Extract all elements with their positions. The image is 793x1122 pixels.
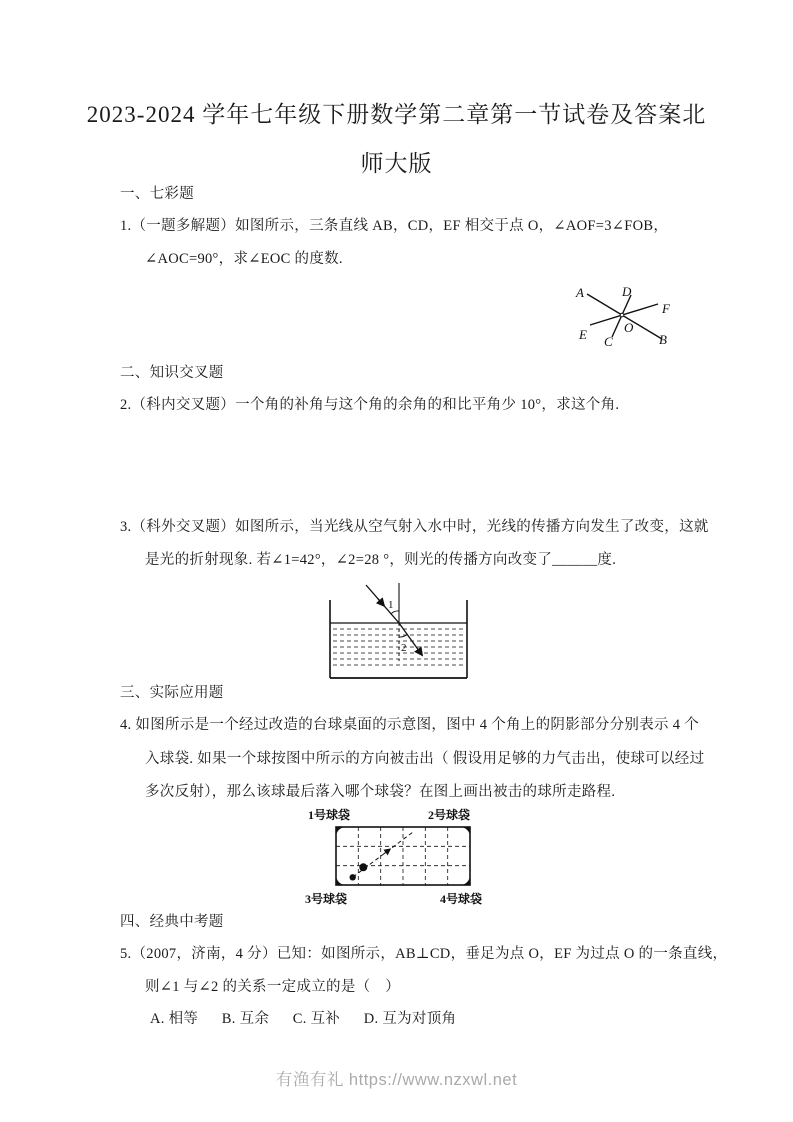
label-point-d: D [622,284,632,299]
pocket-2-label: 2号球袋 [428,808,471,822]
figure-intersecting-lines [565,282,700,360]
label-point-f: F [662,301,670,316]
question3-line1: 3.（科外交叉题）如图所示，当光线从空气射入水中时，光线的传播方向发生了改变，这就 [120,519,709,535]
figure-billiard-table [300,806,495,908]
question5-line1: 5.（2007，济南，4 分）已知：如图所示，AB⊥CD，垂足为点 O，EF 为过点 O 的一条直线， [120,946,728,962]
section2-heading: 二、知识交叉题 [120,365,224,381]
question5-options: A. 相等 B. 互余 C. 互补 D. 互为对顶角 [150,1011,457,1027]
question3-line2: 是光的折射现象. 若∠1=42°，∠2=28 °，则光的传播方向改变了______度. [145,552,617,568]
section3-heading: 三、实际应用题 [120,685,224,701]
label-point-a: A [576,285,584,300]
question4-line1: 4. 如图所示是一个经过改造的台球桌面的示意图，图中 4 个角上的阴影部分分别表示 4 个 [120,717,699,733]
angle2-label: 2 [401,642,407,654]
cue-ball [350,874,356,880]
label-point-e: E [579,327,587,342]
pocket-1-label: 1号球袋 [308,808,351,822]
label-point-c: C [604,334,613,349]
incident-ray-arrow [378,599,384,606]
title-line-2: 师大版 [360,151,433,176]
question1-line1: 1.（一题多解题）如图所示，三条直线 AB，CD，EF 相交于点 O，∠AOF=3∠FOB， [120,218,669,234]
label-point-b: B [659,332,667,347]
trajectory-arrow [384,849,390,854]
angle1-arc [391,611,399,614]
ball-on-path [359,863,367,871]
angle1-label: 1 [388,599,394,611]
question5-line2: 则∠1 与∠2 的关系一定成立的是（ ） [145,979,401,995]
pocket-4-label: 4号球袋 [440,892,483,906]
figure-refraction-tank [322,581,472,681]
label-point-o: O [624,320,634,335]
question2-line1: 2.（科内交叉题）一个角的补角与这个角的余角的和比平角少 10°，求这个角. [120,397,620,413]
question4-line2: 入球袋. 如果一个球按图中所示的方向被击出（ 假设用足够的力气击出，使球可以经过 [145,751,705,767]
table-grid [336,827,470,885]
question4-line3: 多次反射），那么该球最后落入哪个球袋？在图上画出被击的球所走路程. [145,784,616,800]
question1-line2: ∠AOC=90°，求∠EOC 的度数. [145,251,343,267]
page-title [0,90,793,188]
section4-heading: 四、经典中考题 [120,914,224,930]
section1-heading: 一、七彩题 [120,186,194,202]
pocket-3-label: 3号球袋 [305,892,348,906]
title-line-1: 2023-2024 学年七年级下册数学第二章第一节试卷及答案北 [86,102,707,127]
point-o-dot [620,313,624,317]
footer-watermark: 有渔有礼 https://www.nzxwl.net [275,1071,518,1089]
